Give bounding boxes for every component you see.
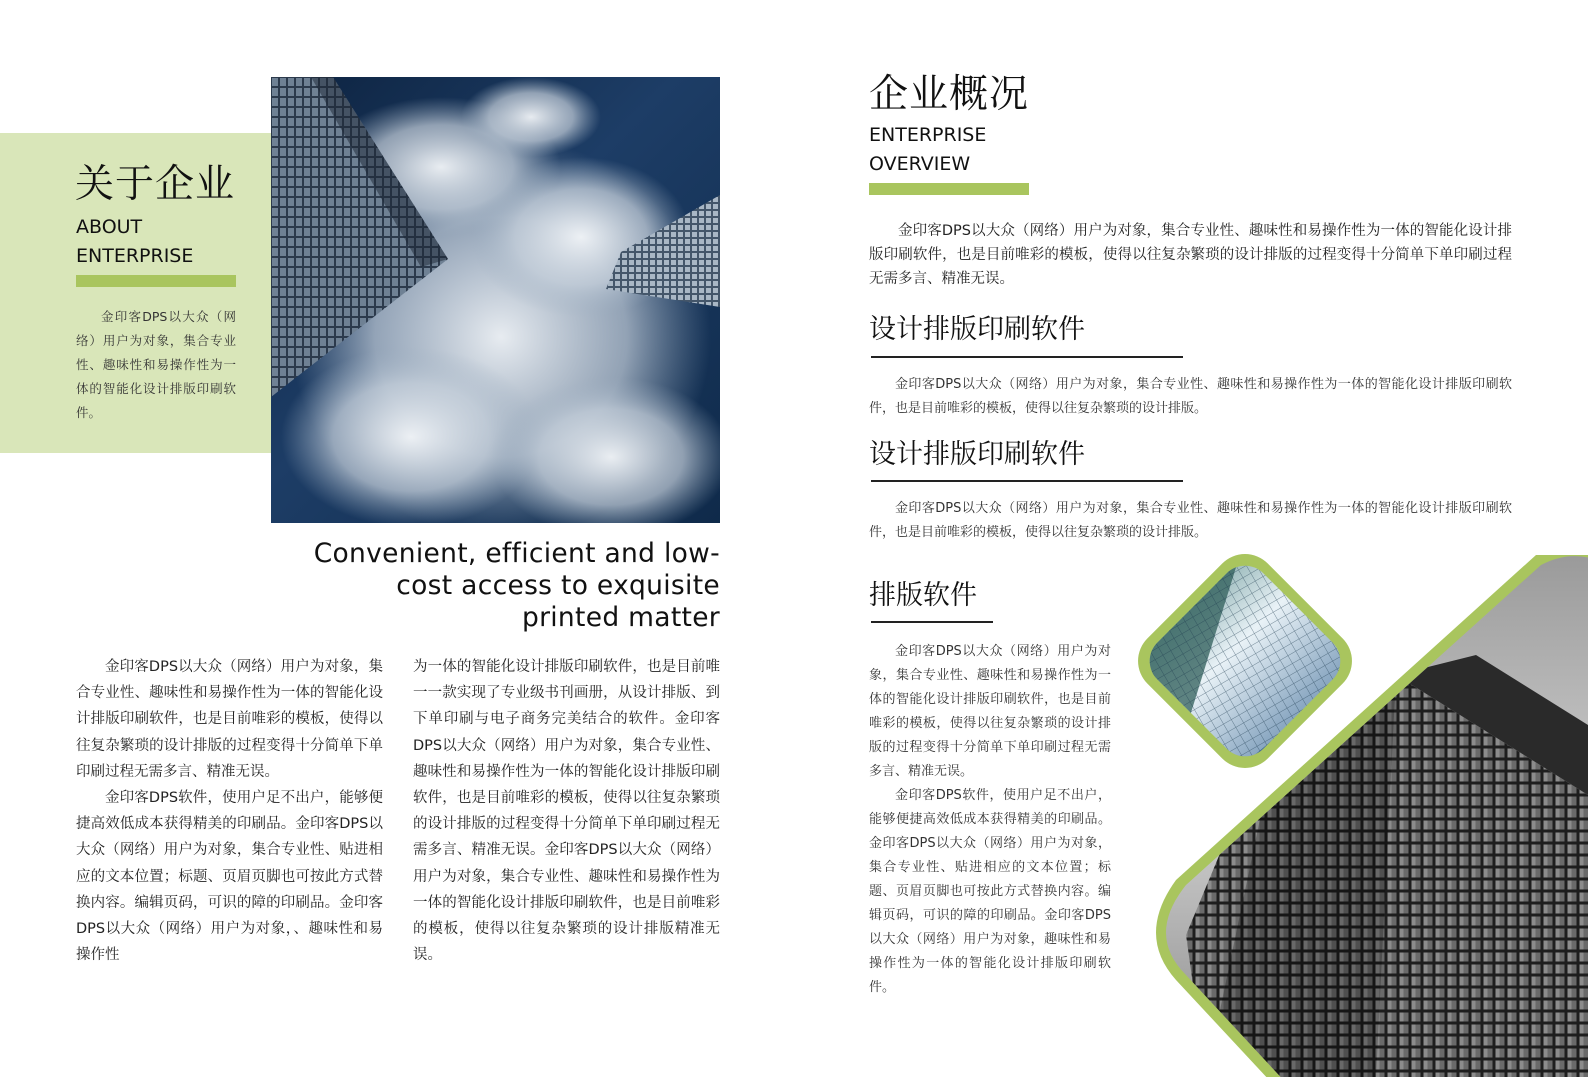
section-3-text (869, 640, 1111, 1000)
section-1-text: 金印客DPS以大众（网络）用户为对象，集合专业性、趣味性和易操作性为一体的智能化设计排版印刷软件，也是目前唯彩的模板，使得以往复杂繁琐的设计排版。 (869, 377, 1512, 416)
about-accent-bar (76, 275, 236, 287)
section-2-divider (871, 480, 1183, 482)
section-2-text: 金印客DPS以大众（网络）用户为对象，集合专业性、趣味性和易操作性为一体的智能化设计排版印刷软件，也是目前唯彩的模板，使得以往复杂繁琐的设计排版。 (869, 501, 1512, 540)
section-2-title: 设计排版印刷软件 (869, 439, 1085, 470)
about-subtitle (76, 213, 193, 271)
body-column-2-paragraph-1: 为一体的智能化设计排版印刷软件，也是目前唯一一款实现了专业级书刊画册，从设计排版、到下单印刷与电子商务完美结合的软件。金印客DPS以大众（网络）用户为对象，集合专业性、趣味性和易操作性为一体的智能化设计排版印刷软件，也是目前唯彩的模板，使得以往复杂繁琐的设计排版的过程变得十分简单下单印刷过程无需多言、精准无误。金印客DPS以大众（网络）用户为对象，集合专业性、趣味性和易操作性为一体的智能化设计排版印刷软件，也是目前唯彩的模板，使得以往复杂繁琐的设计排版精准无误。 (413, 659, 720, 964)
small-building-photo-image (1132, 548, 1358, 774)
overview-accent-bar (869, 183, 1029, 195)
sky-photo-image (271, 77, 720, 523)
body-column-1 (76, 654, 383, 968)
small-building-photo (1132, 548, 1358, 774)
section-1-title: 设计排版印刷软件 (869, 314, 1085, 345)
about-description: 金印客DPS以大众（网络）用户为对象，集合专业性、趣味性和易操作性为一体的智能化设计排版印刷软件。 (76, 309, 236, 420)
section-3-paragraph-1: 金印客DPS以大众（网络）用户为对象，集合专业性、趣味性和易操作性为一体的智能化设计排版印刷软件，也是目前唯彩的模板，使得以往复杂繁琐的设计排版的过程变得十分简单下单印刷过程无需多言、精准无误。 (869, 644, 1111, 779)
overview-subtitle (869, 121, 986, 179)
about-subtitle-line2: ENTERPRISE (76, 245, 194, 267)
about-title: 关于企业 (75, 162, 236, 207)
slogan-line3: printed matter (521, 602, 720, 633)
overview-description: 金印客DPS以大众（网络）用户为对象，集合专业性、趣味性和易操作性为一体的智能化设计排版印刷软件，也是目前唯彩的模板，使得以往复杂繁琐的设计排版的过程变得十分简单下单印刷过程无需多言、精准无误。 (869, 223, 1512, 287)
section-3-divider (871, 621, 993, 623)
section-3-paragraph-2: 金印客DPS软件，使用户足不出户，能够便捷高效低成本获得精美的印刷品。金印客DPS以大众（网络）用户为对象，集合专业性、贴进相应的文本位置；标题、页眉页脚也可按此方式替换内容。编辑页码，可识的障的印刷品。金印客DPS以大众（网络）用户为对象，趣味性和易操作性为一体的智能化设计排版印刷软件。 (869, 788, 1111, 995)
sky-photo (271, 77, 720, 523)
section-3-title: 排版软件 (869, 580, 977, 611)
body-column-2 (413, 654, 720, 968)
overview-subtitle-line1: ENTERPRISE (869, 124, 987, 146)
slogan-line1: Convenient, efficient and low- (313, 538, 720, 569)
body-column-1-paragraph-2: 金印客DPS软件，使用户足不出户，能够便捷高效低成本获得精美的印刷品。金印客DPS以大众（网络）用户为对象，集合专业性、贴进相应的文本位置；标题、页眉页脚也可按此方式替换内容。编辑页码，可识的障的印刷品。金印客DPS以大众（网络）用户为对象，、趣味性和易操作性 (76, 790, 383, 964)
section-1-divider (871, 356, 1183, 358)
body-column-1-paragraph-1: 金印客DPS以大众（网络）用户为对象，集合专业性、趣味性和易操作性为一体的智能化设计排版印刷软件，也是目前唯彩的模板，使得以往复杂繁琐的设计排版的过程变得十分简单下单印刷过程无需多言、精准无误。 (76, 659, 383, 780)
slogan-line2: cost access to exquisite (396, 570, 720, 601)
about-subtitle-line1: ABOUT (76, 216, 143, 238)
overview-subtitle-line2: OVERVIEW (869, 153, 971, 175)
slogan (300, 538, 720, 634)
overview-title: 企业概况 (869, 72, 1030, 117)
